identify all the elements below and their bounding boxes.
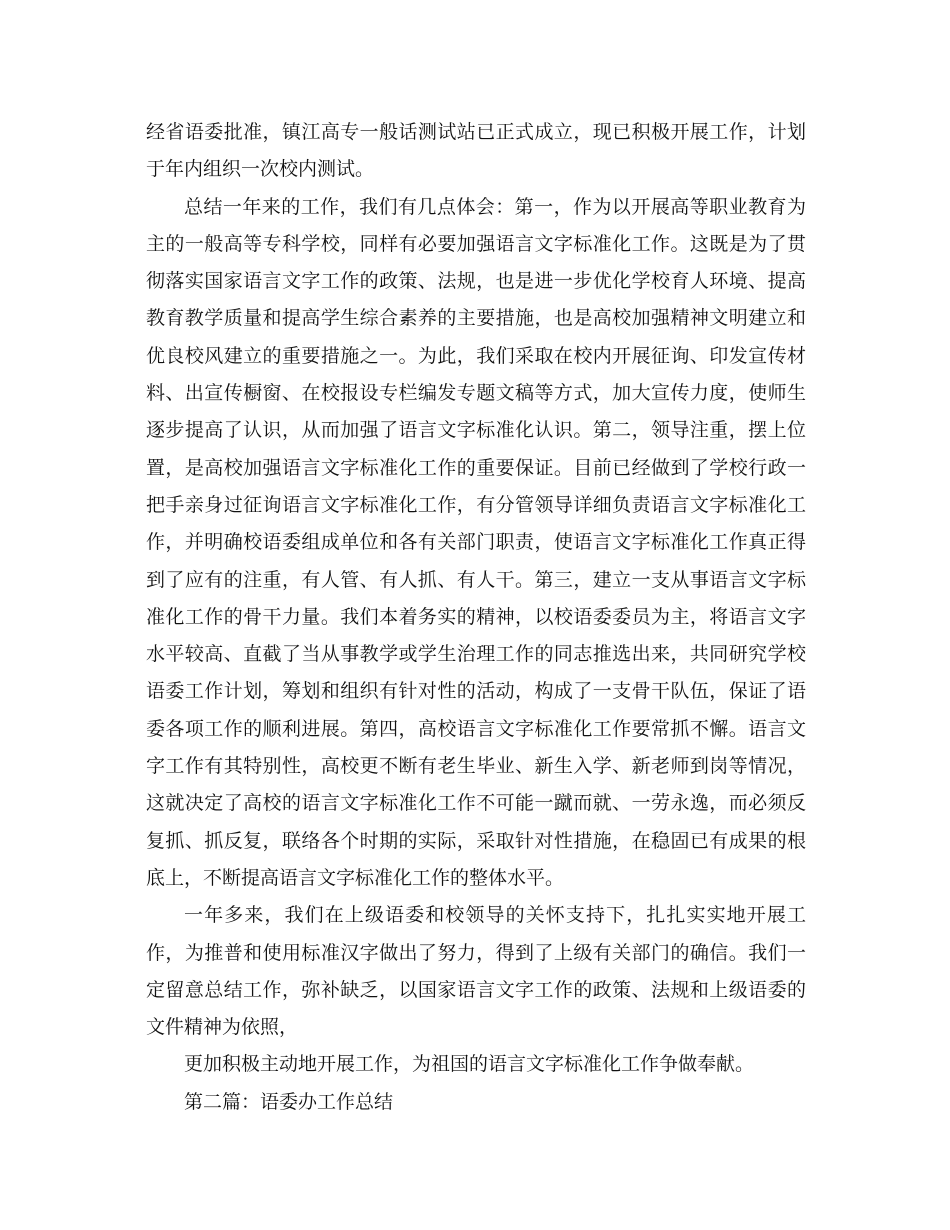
paragraph-summary: 总结一年来的工作，我们有几点体会：第一，作为以开展高等职业教育为主的一般高等专科学校，同样有必要加强语言文字标准化工作。这既是为了贯彻落实国家语言文字工作的政策、法规，也是进一步优化学校育人环境、提高教育教学质量和提高学生综合素养的主要措施，也是高校加强精神文明建立和优良校风建立的重要措施之一。为此，我们采取在校内开展征询、印发宣传材料、出宣传橱窗、在校报设专栏编发专题文稿等方式，加大宣传力度，使师生逐步提高了认识，从而加强了语言文字标准化认识。第二，领导注重，摆上位置，是高校加强语言文字标准化工作的重要保证。目前已经做到了学校行政一把手亲身过征询语言文字标准化工作，有分管领导详细负责语言文字标准化工作，并明确校语委组成单位和各有关部门职责，使语言文字标准化工作真正得到了应有的注重，有人管、有人抓、有人干。第三，建立一支从事语言文字标准化工作的骨干力量。我们本着务实的精神，以校语委委员为主，将语言文字水平较高、直截了当从事教学或学生治理工作的同志推选出来，共同研究学校语委工作计划，筹划和组织有针对性的活动，构成了一支骨干队伍，保证了语委各项工作的顺利进展。第四，高校语言文字标准化工作要常抓不懈。语言文字工作有其特别性，高校更不断有老生毕业、新生入学、新老师到岗等情况，这就决定了高校的语言文字标准化工作不可能一蹴而就、一劳永逸，而必须反复抓、抓反复，联络各个时期的实际，采取针对性措施，在稳固已有成果的根底上，不断提高语言文字标准化工作的整体水平。 [146,195,806,889]
document-body [146,114,806,1121]
paragraph-continuation: 经省语委批准，镇江高专一般话测试站已正式成立，现已积极开展工作，计划于年内组织一次校内测试。 [146,121,806,181]
section-heading: 第二篇：语委办工作总结 [184,1090,394,1113]
paragraph-conclusion: 一年多来，我们在上级语委和校领导的关怀支持下，扎扎实实地开展工作，为推普和使用标准汉字做出了努力，得到了上级有关部门的确信。我们一定留意总结工作，弥补缺乏，以国家语言文字工作的政策、法规和上级语委的文件精神为依照， [146,904,806,1039]
paragraph-closing: 更加积极主动地开展工作，为祖国的语言文字标准化工作争做奉献。 [184,1053,755,1076]
